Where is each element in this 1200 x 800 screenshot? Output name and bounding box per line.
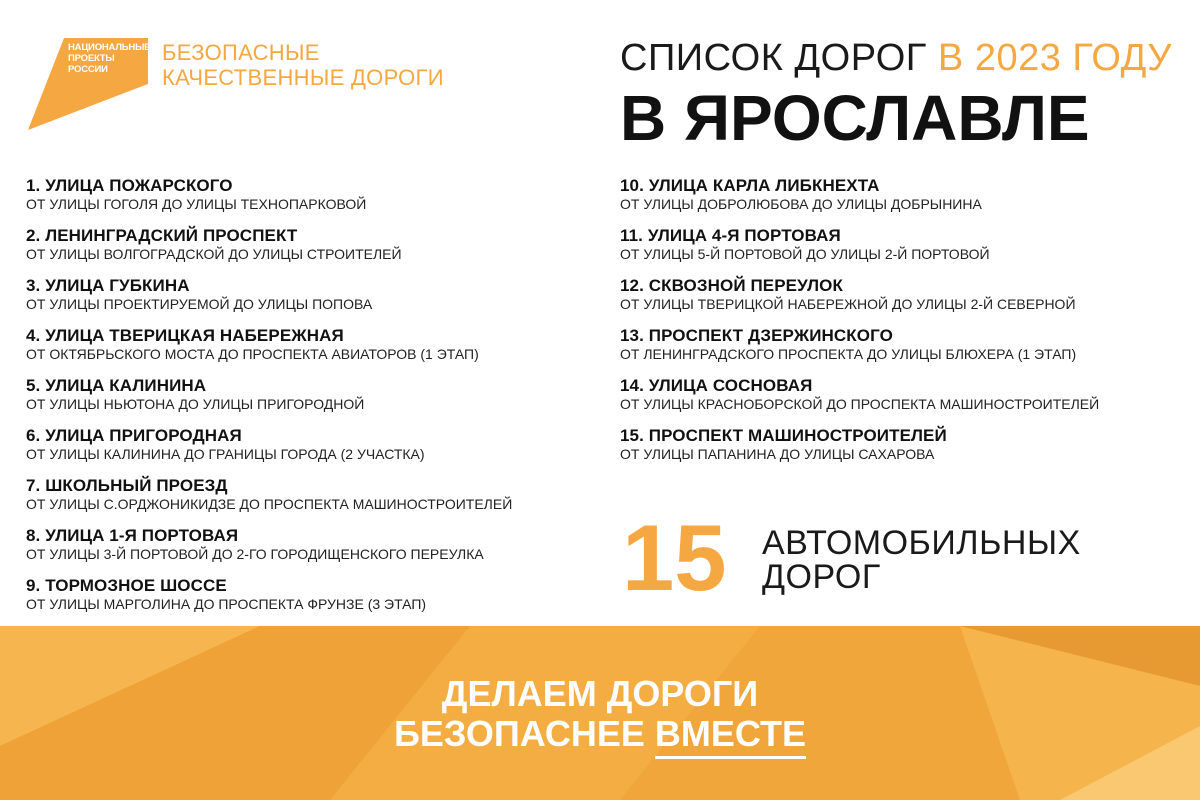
road-name: 8. УЛИЦА 1-Я ПОРТОВАЯ	[26, 526, 239, 545]
road-description: ОТ УЛИЦЫ ДОБРОЛЮБОВА ДО УЛИЦЫ ДОБРЫНИНА	[620, 196, 982, 212]
road-description: ОТ УЛИЦЫ ВОЛГОГРАДСКОЙ ДО УЛИЦЫ СТРОИТЕЛЕЙ	[26, 246, 402, 262]
counter-label-line2: ДОРОГ	[762, 558, 881, 596]
road-name: 7. ШКОЛЬНЫЙ ПРОЕЗД	[26, 476, 228, 495]
road-item	[620, 426, 1190, 476]
slogan-line2-underlined: ВМЕСТЕ	[655, 713, 806, 759]
logo	[28, 38, 468, 130]
road-name: 10. УЛИЦА КАРЛА ЛИБКНЕХТА	[620, 176, 880, 195]
logo-title	[162, 40, 444, 90]
slogan	[0, 674, 1200, 754]
road-item	[26, 176, 596, 226]
heading-subtitle	[620, 38, 1180, 78]
road-item	[26, 426, 596, 476]
road-name: 11. УЛИЦА 4-Я ПОРТОВАЯ	[620, 226, 841, 245]
road-item	[620, 376, 1190, 426]
road-description: ОТ УЛИЦЫ КАЛИНИНА ДО ГРАНИЦЫ ГОРОДА (2 УЧАСТКА)	[26, 446, 425, 462]
road-name: 9. ТОРМОЗНОЕ ШОССЕ	[26, 576, 227, 595]
road-list-left	[26, 176, 596, 626]
road-counter	[622, 505, 1182, 610]
page-title: В ЯРОСЛАВЛЕ	[620, 82, 1090, 154]
road-description: ОТ УЛИЦЫ ПАПАНИНА ДО УЛИЦЫ САХАРОВА	[620, 446, 935, 462]
road-description: ОТ УЛИЦЫ ГОГОЛЯ ДО УЛИЦЫ ТЕХНОПАРКОВОЙ	[26, 196, 367, 212]
slogan-banner	[0, 626, 1200, 800]
slogan-line2-plain: БЕЗОПАСНЕЕ	[393, 713, 655, 754]
road-description: ОТ ОКТЯБРЬСКОГО МОСТА ДО ПРОСПЕКТА АВИАТОРОВ (1 ЭТАП)	[26, 346, 479, 362]
road-name: 15. ПРОСПЕКТ МАШИНОСТРОИТЕЛЕЙ	[620, 426, 947, 445]
road-item	[26, 476, 596, 526]
road-name: 2. ЛЕНИНГРАДСКИЙ ПРОСПЕКТ	[26, 226, 298, 245]
road-description: ОТ УЛИЦЫ КРАСНОБОРСКОЙ ДО ПРОСПЕКТА МАШИНОСТРОИТЕЛЕЙ	[620, 396, 1100, 412]
road-item	[620, 276, 1190, 326]
counter-label-line1: АВТОМОБИЛЬНЫХ	[762, 524, 1081, 562]
road-name: 3. УЛИЦА ГУБКИНА	[26, 276, 190, 295]
logo-title-line1: БЕЗОПАСНЫЕ	[162, 40, 320, 65]
road-name: 14. УЛИЦА СОСНОВАЯ	[620, 376, 813, 395]
road-description: ОТ УЛИЦЫ ПРОЕКТИРУЕМОЙ ДО УЛИЦЫ ПОПОВА	[26, 296, 373, 312]
road-description: ОТ ЛЕНИНГРАДСКОГО ПРОСПЕКТА ДО УЛИЦЫ БЛЮХЕРА (1 ЭТАП)	[620, 346, 1077, 362]
logo-small-line: ПРОЕКТЫ	[68, 53, 115, 64]
slogan-line2	[0, 714, 1200, 754]
road-item	[26, 326, 596, 376]
counter-number: 15	[622, 505, 727, 610]
road-name: 1. УЛИЦА ПОЖАРСКОГО	[26, 176, 233, 195]
road-item	[26, 576, 596, 626]
road-item	[26, 226, 596, 276]
road-item	[26, 276, 596, 326]
road-item	[26, 376, 596, 426]
logo-small-line: НАЦИОНАЛЬНЫЕ	[68, 42, 151, 53]
road-description: ОТ УЛИЦЫ С.ОРДЖОНИКИДЗЕ ДО ПРОСПЕКТА МАШИНОСТРОИТЕЛЕЙ	[26, 496, 513, 512]
page-heading	[620, 38, 1180, 152]
road-description: ОТ УЛИЦЫ НЬЮТОНА ДО УЛИЦЫ ПРИГОРОДНОЙ	[26, 396, 365, 412]
road-item	[26, 526, 596, 576]
road-description: ОТ УЛИЦЫ ТВЕРИЦКОЙ НАБЕРЕЖНОЙ ДО УЛИЦЫ 2-Й СЕВЕРНОЙ	[620, 296, 1076, 312]
heading-subtitle-dark: СПИСОК ДОРОГ	[620, 37, 938, 79]
road-name: 6. УЛИЦА ПРИГОРОДНАЯ	[26, 426, 242, 445]
road-name: 12. СКВОЗНОЙ ПЕРЕУЛОК	[620, 276, 843, 295]
heading-subtitle-year: В 2023 ГОДУ	[937, 37, 1172, 79]
logo-title-line2: КАЧЕСТВЕННЫЕ ДОРОГИ	[162, 65, 444, 90]
road-item	[620, 326, 1190, 376]
road-name: 4. УЛИЦА ТВЕРИЦКАЯ НАБЕРЕЖНАЯ	[26, 326, 344, 345]
road-description: ОТ УЛИЦЫ 3-Й ПОРТОВОЙ ДО 2-ГО ГОРОДИЩЕНСКОГО ПЕРЕУЛКА	[26, 546, 484, 562]
logo-national-projects	[68, 42, 168, 75]
road-name: 13. ПРОСПЕКТ ДЗЕРЖИНСКОГО	[620, 326, 893, 345]
road-item	[620, 226, 1190, 276]
road-name: 5. УЛИЦА КАЛИНИНА	[26, 376, 207, 395]
road-item	[620, 176, 1190, 226]
logo-small-line: РОССИИ	[68, 64, 108, 75]
slogan-line1: ДЕЛАЕМ ДОРОГИ	[441, 673, 759, 714]
counter-label	[762, 526, 1081, 594]
road-list-right	[620, 176, 1190, 476]
road-description: ОТ УЛИЦЫ МАРГОЛИНА ДО ПРОСПЕКТА ФРУНЗЕ (3 ЭТАП)	[26, 596, 427, 612]
road-description: ОТ УЛИЦЫ 5-Й ПОРТОВОЙ ДО УЛИЦЫ 2-Й ПОРТОВОЙ	[620, 246, 990, 262]
